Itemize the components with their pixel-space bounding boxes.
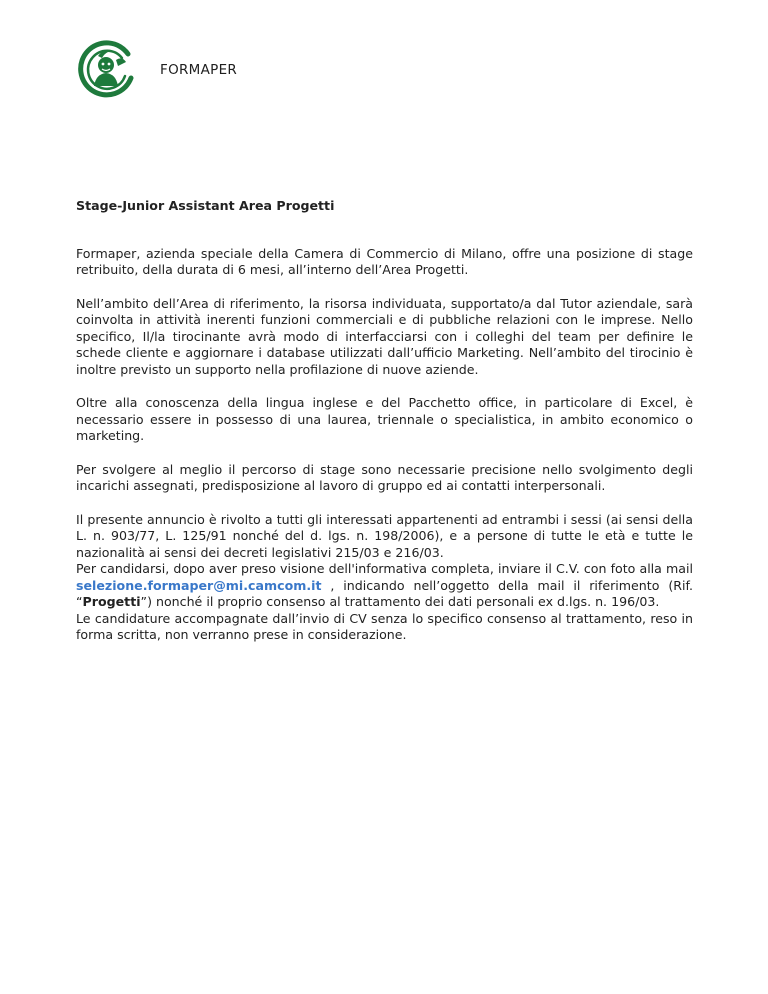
formaper-logo-icon [76, 40, 136, 100]
brand-name: FORMAPER [160, 62, 238, 78]
reference-code: Progetti [82, 594, 141, 609]
document-body [76, 198, 693, 661]
apply-text-mid: , indicando nell’oggetto della mail il riferimento (Rif. “ [76, 577, 693, 609]
paragraph-skills: Per svolgere al meglio il percorso di stage sono necessarie precisione nello svolgimento degli incarichi assegnati, predisposizione al lavoro di gruppo ed ai contatti interpersonali. [76, 461, 693, 493]
paragraph-role: Nell’ambito dell’Area di riferimento, la risorsa individuata, supportato/a dal Tutor aziendale, sarà coinvolta in attività inerenti funzioni commerciali e di pubbliche relazioni con le imprese. Nello specifico, Il/la tirocinante avrà modo di interfacciarsi con i colleghi del team per definire le schede cliente e aggiornare i database utilizzati dall’ufficio Marketing. Nell’ambito del tirocinio è inoltre previsto un supporto nella profilazione di nuove aziende. [76, 295, 693, 377]
consent-notice: Le candidature accompagnate dall’invio di CV senza lo specifico consenso al trattamento, reso in forma scritta, non verranno prese in considerazione. [76, 610, 693, 642]
paragraph-application [76, 512, 693, 644]
apply-text-pre: Per candidarsi, dopo aver preso visione dell'informativa completa, inviare il C.V. con foto alla mail [76, 561, 693, 576]
header [76, 40, 237, 100]
paragraph-intro: Formaper, azienda speciale della Camera di Commercio di Milano, offre una posizione di stage retribuito, della durata di 6 mesi, all’interno dell’Area Progetti. [76, 245, 693, 277]
email-link[interactable]: selezione.formaper@mi.camcom.it [76, 577, 322, 593]
paragraph-requirements: Oltre alla conoscenza della lingua inglese e del Pacchetto office, in particolare di Excel, è necessario essere in possesso di una laurea, triennale o specialistica, in ambito economico o marketing. [76, 395, 693, 443]
apply-text-post: ”) nonché il proprio consenso al trattamento dei dati personali ex d.lgs. n. 196/03. [140, 594, 660, 609]
legal-notice: Il presente annuncio è rivolto a tutti gli interessati appartenenti ad entrambi i sessi (ai sensi della L. n. 903/77, L. 125/91 nonché del d. lgs. n. 198/2006), e a persone di tutte le età e tutte le nazionalità ai sensi dei decreti legislativi 215/03 e 216/03. [76, 511, 693, 560]
page-title: Stage-Junior Assistant Area Progetti [76, 198, 335, 213]
